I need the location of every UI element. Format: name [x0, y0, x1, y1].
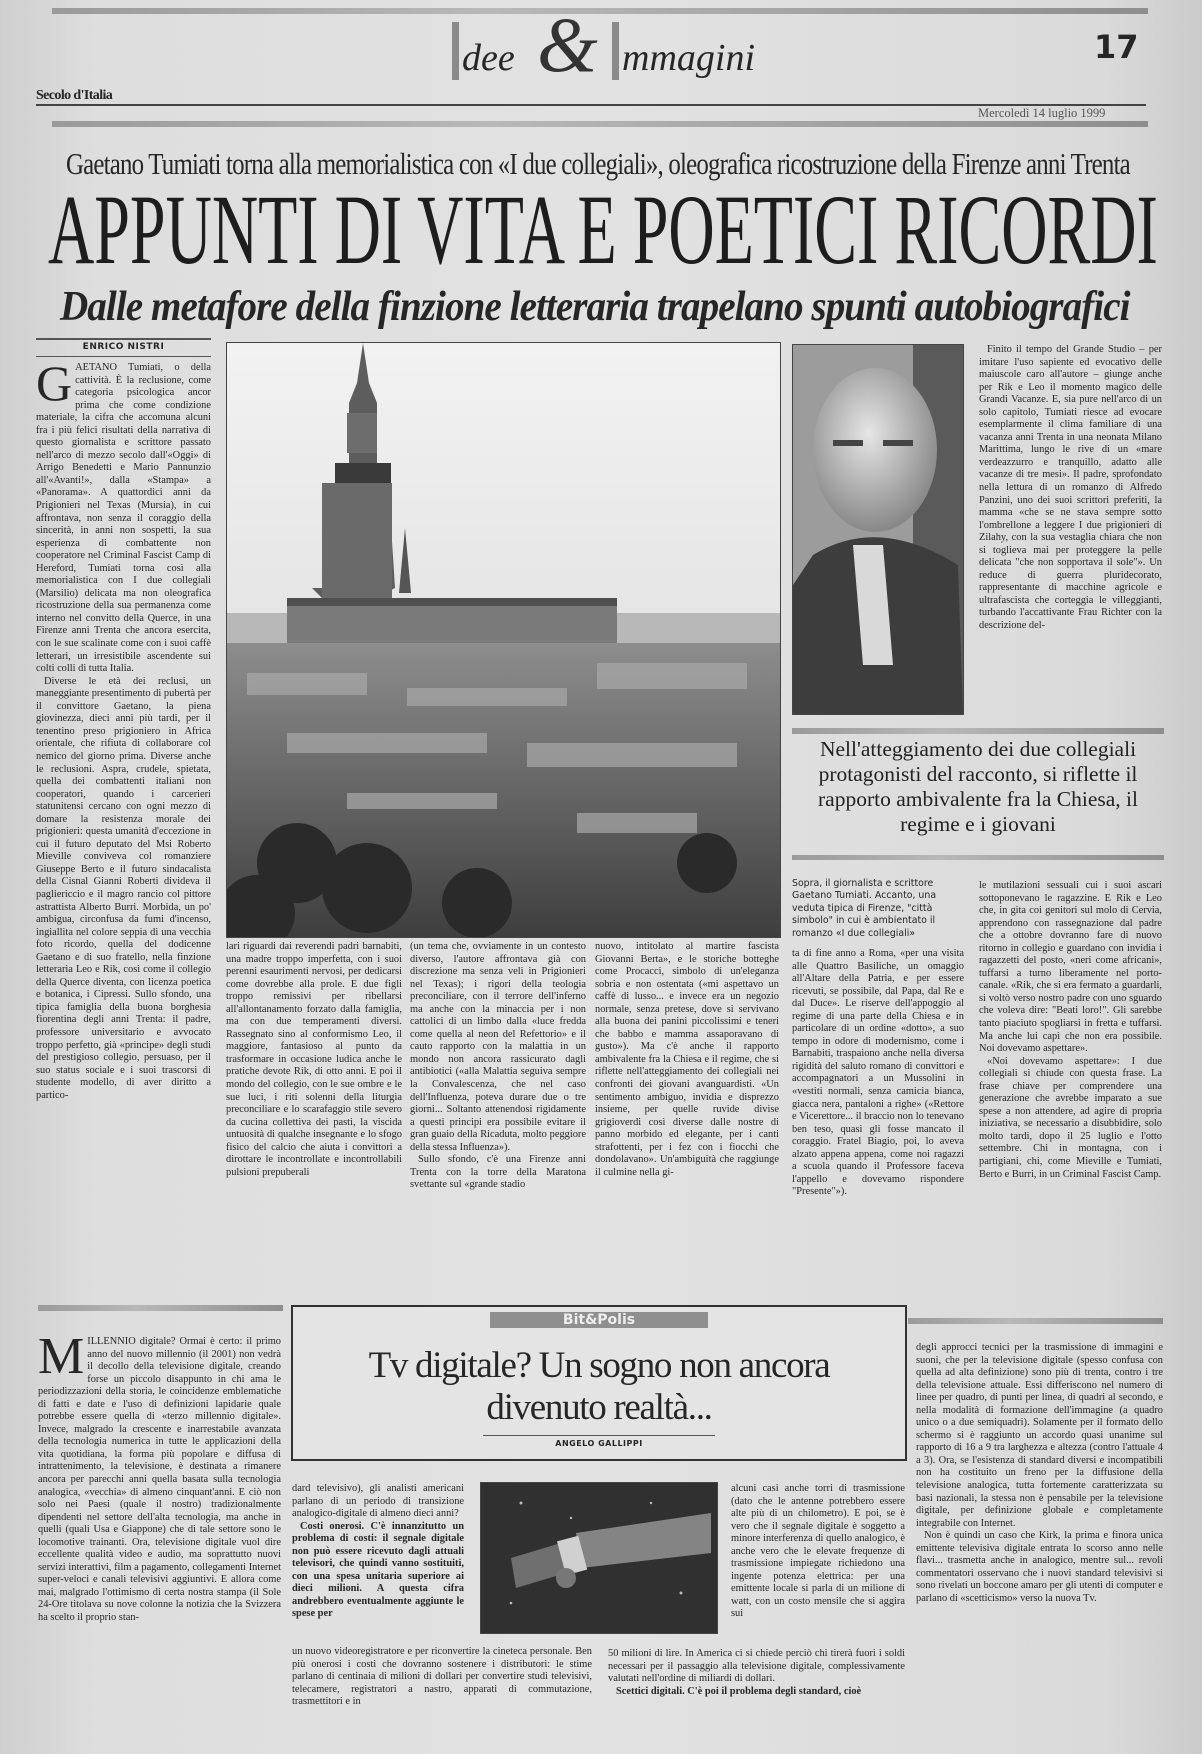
paragraph: Diverse le età dei reclusi, un maneggiante presentimento di pubertà per il convittore Gaetano, la piena giovinezza, dieci anni più tardi, per il tenentino preso prigioniero in Africa orientale, che rifiuta di collaborare col nemico del giorno prima. Diverse anche le reclusioni. Aspra, crudele, spietata, quella dei combattenti italiani non cooperatori, quando i carcerieri statunitensi cercano con ogni mezzo di domare la resistenza morale dei prigionieri: questa umanità d'eccezione in cui il futuro deputato del Msi Roberto Mieville conviveva col romanziere Giuseppe Berto e il futuro sindacalista della Cisnal Gianni Roberti divideva il pagliericcio e il magro rancio col pittore astrattista Alberto Burri. Morbida, un po' ambigua, circonfusa da fumi d'incenso, ingiallita nel colore seppia di una vecchia foto ricordo, quella del dodicenne Gaetano e di suo fratello, nella finzione letteraria Leo e Rik, così come il collegio della Querce diventa, con licenza poetica e botanica, i Cipressi. Sullo sfondo, una tipica famiglia della buona borghesia fiorentina degli anni Trenta: il padre, professore universitario e avvocato troppo perfetto, già «principe» degli studi del prestigioso collegio, persuaso, per il suo status sociale e i suoi trascorsi di studente modello, di aver diritto a partico- [36, 675, 211, 1101]
letter-i-block [612, 22, 619, 80]
portrait-photo [792, 344, 964, 715]
byline: ENRICO NISTRI [82, 342, 165, 352]
newspaper-name: Secolo d'Italia [36, 88, 113, 103]
deck [60, 282, 1130, 334]
paragraph: 50 milioni di lire. In America ci si chiede perciò chi tirerà fuori i soldi necessari per il passaggio alla televisione digitale, complessivamente valutati nell'ordine di miliardi di dollari. [608, 1648, 905, 1685]
pull-quote-rule-bottom [792, 855, 1164, 860]
article-column-3 [410, 941, 586, 1299]
rubric-label: Bit&Polis [490, 1312, 708, 1328]
bottom-column-left [38, 1336, 281, 1714]
paragraph: (un tema che, ovviamente in un contesto diverso, l'autore affrontava già con discrezione ma senza veli in Prigionieri nel Texas); i rigori della teologia preconciliare, con il terrore dell'inferno ma anche con la minaccia per i non cattolici di un limbo dalla «luce fredda come quella al neon del Refettorio» e il cauto rapporto con la malattia in un mondo non ancora rassicurato dagli antibiotici («alla Malattia seguiva sempre la Convalescenza, che nel caso dell'Influenza, poteva durare due o tre giorni... Soltanto attenendosi rigidamente a questi principi era possibile evitare il gran guaio della Ricaduta, molto peggiore della stessa Influenza»). [410, 941, 586, 1153]
bottom-column-right [916, 1342, 1163, 1714]
photo-caption: Sopra, il giornalista e scrittore Gaetano Tumiati. Accanto, una veduta tipica di Firenze, "città simbolo" in cui è ambientato il romanzo «I due collegiali» [792, 878, 937, 939]
paragraph: Scettici digitali. C'è poi il problema degli standard, cioè [616, 1685, 862, 1697]
paragraph: dard televisivo), gli analisti americani parlano di un periodo di transizione analogico-digitale di almeno dieci anni? [292, 1483, 464, 1520]
bottom-rule-right [908, 1318, 1163, 1324]
header-band [52, 121, 1148, 127]
paragraph: nuovo, intitolato al martire fascista Giovanni Berta», e le storiche botteghe come Procacci, simbolo di un'eleganza sobria e non ostentata («mi aspettavo un caffè di lusso... e invece era un negozio normale, senza pretese, dove si servivano alla buona dei panini piccolissimi e teneri che babbo e mamma assaporavano di gusto»). Ma c'è anche il rapporto ambivalente fra la Chiesa e il regime, che si riflette nell'atteggiamento dei collegiali nei confronti dei giovani avanguardisti. «Un sentimento ambiguo, invidia e disprezzo insieme, per quelle ruvide divise grigioverdi così diverse dalle nostre di panno morbido ed elegante, per i canti strafottenti, per i fez con i fiocchi che dondolavano». Un'ambiguità che raggiunge il culmine nella gi- [595, 941, 779, 1178]
paragraph: «Noi dovevamo aspettare»: I due collegiali si chiude con questa frase. La frase chiave per comprendere una generazione che avrebbe imparato a sue spese a non attendere, ad agire di propria iniziativa, se necessario a disubbidire, solo molto tardi, dopo il 25 luglio e l'otto settembre. Chi in montagna, con i partigiani, chi, come Mieville e Tumiati, Berto e Burri, in un Criminal Fascist Camp. [979, 1055, 1162, 1180]
bottom-column-4-continued [608, 1648, 905, 1716]
bottom-column-4 [731, 1483, 905, 1646]
paragraph: Finito il tempo del Grande Studio – per imitare l'uso sapiente ed evocativo delle maiuscole caro all'autore – giunge anche per Rik e Leo il momento magico delle Grandi Vacanze. E, sia pure nell'arco di un solo capitolo, Tumiati riesce ad evocare esemplarmente il clima familiare di una vacanza anni Trenta in una neonata Milano Marittima, lungo le rive di un «mare verdeazzurro e tranquillo, adatto alle vacanze di tre mesi». Il padre, sprofondato nella lettura di un romanzo di Alfredo Panzini, uno dei suoi scrittori preferiti, la mamma «che se ne stava sempre sotto l'ombrellone a leggere I due prigionieri di Zilahy, con la sua vestaglia chiara che non si toglieva mai per proteggere la pelle delicata "che non sopportava il sole"». Un reduce di guerra pluridecorato, rappresentante di macchine agricole e ultrafascista che corteggia le villeggianti, turbando l'accattivante Frau Richter con la descrizione del- [979, 344, 1162, 632]
bottom-column-2 [292, 1483, 464, 1646]
byline-rule-top [36, 338, 211, 340]
section-title-word1: dee [462, 37, 515, 79]
section-title-ampersand: & [537, 1, 598, 88]
paragraph: alcuni casi anche torri di trasmissione (dato che le antenne potrebbero essere alte più di un chilometro). E poi, se è vero che il segnale digitale è soggetto a minore interferenza di quello analogico, è anche vero che le elevate frequenze di trasmissione impiegate richiedono una ingente potenza elettrica: per una emittente locale si parla di un milione di watt, con un costo mensile che si aggira sui [731, 1483, 905, 1620]
bottom-rule-left [38, 1305, 283, 1311]
headline-text: APPUNTI DI VITA E POETICI RICORDI [48, 174, 1158, 285]
article-column-2 [226, 941, 402, 1299]
article-column-4 [595, 941, 779, 1299]
paragraph: AETANO Tumiati, o della cattività. È la reclusione, come categoria psicologica ancor prima che come condizione materiale, la cifra che accomuna alcuni fra i più felici risultati della narrativa di questo giornalista e scrittore passato nell'arco di mezzo secolo dall'«Oggi» di Arrigo Benedetti e Mario Pannunzio all'«Avanti!», dalla «Stampa» a «Panorama». A quattordici anni da Prigionieri nel Texas (Mursia), in cui affrontava, non senza il coraggio della sincerità, in anni non sospetti, la sua esperienza di combattente non cooperatore nel Criminal Fascist Camp di Hereford, Tumiati torna così alla memorialistica con I due collegiali (Marsilio) delicata ma non oleografica ricostruzione della sua permanenza come interno nel convitto della Querce, in una Firenze anni Trenta che ancora esercita, con le sue scalinate come con i suoi caffè letterari, un irresistibile ascendente sui colti colli di tutta Italia. [36, 362, 211, 675]
page-number: 17 [1094, 28, 1139, 66]
headline [48, 174, 1158, 285]
letter-i-block [452, 22, 459, 80]
paragraph: Sullo sfondo, c'è una Firenze anni Trenta con la torre della Maratona svettante sul «grande stadio [410, 1154, 586, 1191]
paragraph: un nuovo videoregistratore e per riconvertire la cineteca personale. Ben più onerosi i costi che dovranno sostenere i distributori: le stime parlano di centinaia di milioni di dollari per convertire studi televisivi, telecamere, registratori a nastro, apparati di commutazione, trasmettitori e in [292, 1646, 592, 1708]
issue-date: Mercoledì 14 luglio 1999 [978, 106, 1106, 120]
article-column-right-top [979, 344, 1162, 716]
article-column-5 [792, 948, 964, 1299]
byline-rule-bottom [36, 356, 211, 357]
paragraph: Non è quindi un caso che Kirk, la prima e finora unica emittente televisiva digitale entrata lo scorso anno nelle flavi... trasmetta anche in analogico, mentre sul... revoli commentatori osservano che i nuovi standard televisivi si sono rivelati un boccone amaro per gli utenti di computer e parlano di «scetticismo» verso la nuova Tv. [916, 1530, 1163, 1604]
kicker-text: Gaetano Tumiati torna alla memorialistica con «I due collegiali», oleografica ricostruzione della Firenze anni Trenta [66, 146, 1130, 181]
article-column-1 [36, 362, 211, 1299]
headline-box [291, 1305, 907, 1461]
paragraph: ILLENNIO digitale? Ormai è certo: il primo anno del nuovo millennio (il 2001) non vedrà il decollo della televisione digitale, creando forse un piccolo disappunto in chi ama le periodizzazioni della storia, le coincidenze emblematiche di fatti e date e l'uso di definizioni lapidarie quale potrebbe essere quella di «terzo millennio digitale». Invece, malgrado la crescente e inarrestabile avanzata della tecnologia numerica in tutte le applicazioni della vita quotidiana, la forma più popolare e diffusa di intrattenimento, la televisione, è destinata a rimanere ancora per parecchi anni quella basata sulla tecnologia analogica, «vecchia» di almeno cinquant'anni. E ciò non solo nei Paesi (quale il nostro) tradizionalmente dipendenti nel settore dell'alta tecnologia, ma anche in quelli (quali Usa e Giappone) che di tale settore sono le locomotive trainanti. Ora, televisione digitale vuol dire eccellente qualità video e audio, ma soprattutto nuovi servizi interattivi, film a pagamento, collegamenti Internet super-veloci e canali televisivi aggiuntivi. E allora come mai, malgrado l'ottimismo di certa nostra stampa (il Sole 24-Ore titolava su nove colonne la notizia che la Svizzera ha scelto il proprio stan- [38, 1336, 281, 1624]
pull-quote: Nell'atteggiamento dei due collegiali protagonisti del racconto, si riflette il rapporto ambivalente fra la Chiesa, il regime e i giovani [818, 737, 1138, 836]
paragraph: ta di fine anno a Roma, «per una visita alle Quattro Basiliche, un omaggio all'Altare della Patria, e per essere ricevuti, se possibile, dal Papa, dal Re e dal Duce». Le riserve dell'appoggio al regime di una parte della Chiesa e in particolare di un ordine «dotto», a suo tempo in odore di modernismo, come i Barnabiti, traspaiono anche nella diversa rigidità del saluto romano di convittori e accompagnatori a un Mussolini in «vestiti normali, senza camicia bianca, giacca nera, pantaloni a righe» («Rettore e Vicerettore... il braccio non lo tenevano ben teso, quasi gli fosse mancato il coraggio. Fratel Biagio, poi, lo aveva alzato appena appena, come noi ragazzi a scuola quando il Professore faceva l'appello e dovevamo rispondere "Presente"»). [792, 948, 964, 1198]
pull-quote-rule-top [792, 728, 1164, 734]
paragraph: lari riguardi dai reverendi padri barnabiti, una madre troppo imperfetta, con i suoi perenni esaurimenti nervosi, per dedicarsi come dovrebbe alla prole. E due figli troppo remissivi per ribellarsi all'allontanamento forzato dalla famiglia, ma con due temperamenti diversi. Rassegnato sino al conformismo Leo, il maggiore, fantasioso al punto da trasformare in occasione ludica anche le pratiche devote Rik, di otto anni. E poi il mondo del collegio, con le sue ombre e le sue luci, i riti solenni della liturgia preconciliare e lo scarafaggio stile severo da cucina collettiva dei pasti, la viscida untuosità di qualche insegnante e lo sfogo fisico del calcio che aiuta i convittori a dirottare le incontrollate e incontrollabili pulsioni prepuberali [226, 941, 402, 1178]
drop-cap: M [38, 1336, 85, 1385]
bottom-headline: Tv digitale? Un sogno non ancora divenuto realtà... [368, 1345, 830, 1428]
satellite-photo [480, 1482, 718, 1634]
byline-rule [483, 1435, 715, 1436]
section-title-word2: mmagini [622, 37, 755, 79]
deck-text: Dalle metafore della finzione letteraria trapelano spunti autobiografici [60, 284, 1130, 330]
paragraph: le mutilazioni sessuali cui i suoi ascari sottoponevano le ragazzine. E Rik e Leo che, in gita coi genitori sul molo di Cervia, apprendono con rassegnazione dal padre che a ottobre dovranno fare di nuovo ritorno in collegio e guardano con invidia i ragazzetti del posto, «neri come africani», tuffarsi a turno liberamente nel porto-canale. «Rik, che si era fermato a guardarli, si voltò verso nostro padre con uno sguardo che voleva dire: "Beati loro!". Gli sarebbe tanto piaciuto spogliarsi in fretta e tuffarsi. Ma anche lui capì che non era possibile. Noi dovevamo aspettare». [979, 880, 1162, 1055]
florence-photo [226, 342, 781, 938]
paragraph: degli approcci tecnici per la trasmissione di immagini e suoni, che per la televisione digitale (spesso confusa con quella ad alta definizione) sono più di trenta, contro i tre della televisione attuale. Essi differiscono nel numero di linee per quadro, di punti per linea, di quadri al secondo, e nella modalità di formazione dell'immagine (a quadro unico o a due semiquadri). Solamente per il formato dello schermo si è raggiunto un accordo quasi unanime sul rapporto di 16 a 9 tra larghezza e altezza (contro l'attuale 4 a 3). Ora, se l'esistenza di standard diversi e incompatibili non ha costituito un freno per la diffusione della televisione analogica, tutta fortemente caratterizzata su basi nazionali, la stessa non è pensabile per la televisione digitale, per definizione globale e completamente integrabile con Internet. [916, 1342, 1163, 1529]
drop-cap: G [36, 362, 73, 411]
paragraph: Costi onerosi. C'è innanzitutto un problema di costi: il segnale digitale non può essere ricevuto dagli attuali televisori, che quindi vanno sostituiti, con una spesa unitaria superiore ai dieci milioni. A questa cifra andrebbero eventualmente aggiunte le spese per [292, 1520, 464, 1620]
section-title [452, 1, 772, 90]
article-column-6 [979, 880, 1162, 1299]
bottom-column-2-continued [292, 1646, 592, 1714]
bottom-byline: ANGELO GALLIPPI [555, 1439, 643, 1448]
